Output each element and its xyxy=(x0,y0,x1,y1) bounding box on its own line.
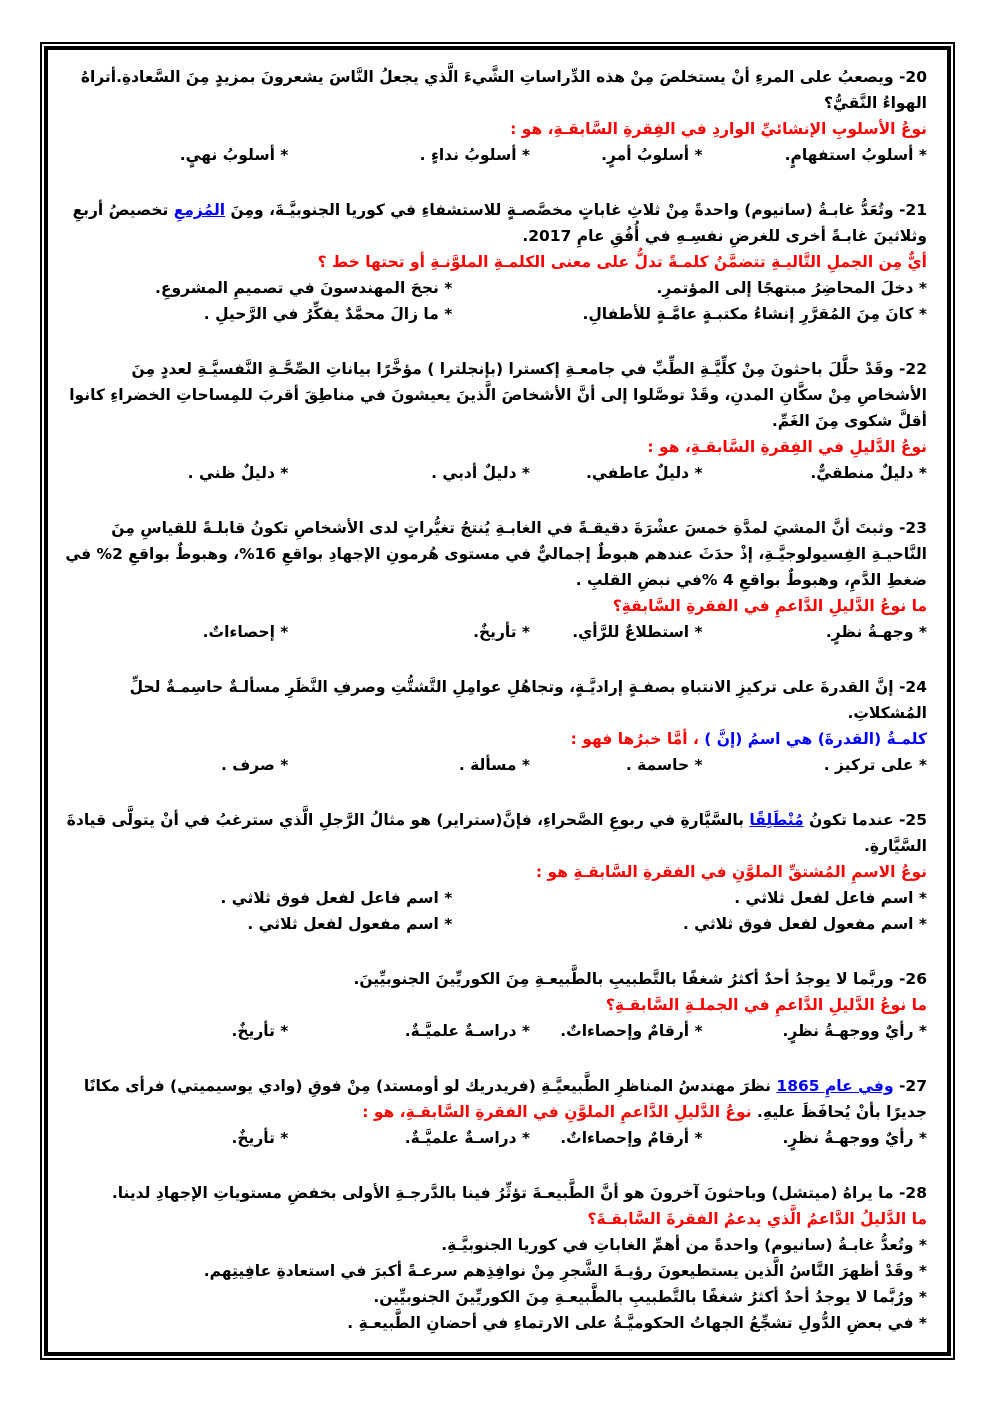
options-row xyxy=(64,460,927,486)
options-grid xyxy=(64,885,927,937)
option: * ورُبَّما لا يوجدُ أحدٌ أكثرُ شغفًا بالتَّطبيبِ بالطَّبيعـةِ مِنَ الكوريِّينَ الجنوبيِّين. xyxy=(373,1288,927,1306)
options-row xyxy=(64,142,927,168)
question-text xyxy=(64,1180,927,1206)
option: * ما زالَ محمَّدٌ يفكِّرُ في الرَّحيلِ . xyxy=(203,305,453,323)
option: * تأريخٌ. xyxy=(473,623,531,641)
option: * أسلوبُ استفهامٍ. xyxy=(784,146,927,164)
question-26 xyxy=(64,966,927,1044)
question-25 xyxy=(64,807,927,937)
question-text xyxy=(64,515,927,593)
prompt-segment: ما نوعُ الدَّليلِ الدَّاعمِ في الفقرةِ السَّابقةِ؟ xyxy=(612,597,927,615)
option: * كانَ مِنَ المُقرَّرِ إنشاءُ مكتبـةٍ عامَّـةٍ للأطفالِ. xyxy=(582,305,927,323)
option: * وقَدْ أظهرَ النَّاسُ الَّذين يستطيعونَ رؤيـةَ الشَّجرِ مِنْ نوافِذِهم سرعـةً أكبرَ في استعادةِ عافِيتِهم. xyxy=(203,1262,927,1280)
question-text xyxy=(64,197,927,249)
options-row xyxy=(64,1125,927,1151)
option: * استطلاعٌ للرَّأي. xyxy=(572,623,703,641)
question-22 xyxy=(64,356,927,486)
option: * نجحَ المهندسونَ في تصميمِ المشروعِ. xyxy=(155,279,453,297)
question-24 xyxy=(64,674,927,778)
option: * تأريخٌ. xyxy=(231,1129,289,1147)
question-text xyxy=(64,674,927,726)
question-text xyxy=(64,966,927,992)
options-row xyxy=(64,1018,927,1044)
option: * أسلوبُ نداءٍ . xyxy=(419,146,531,164)
option: * دخلَ المحاضِرُ مبتهجًا إلى المؤتمرِ. xyxy=(656,279,927,297)
question-21 xyxy=(64,197,927,327)
highlighted-word: المُزمعِ xyxy=(173,201,226,219)
question-prompt xyxy=(64,992,927,1018)
text-segment: 22- وقَدْ حلَّلَ باحثونَ مِنْ كلِّيَّـةِ الطِّبِّ في جامعـةِ إكسترا (بإنجلترا ) مؤخَّرًا بياناتِ الصِّحَّـةِ النَّفسيَّـةِ لعددٍ مِنَ الأشخاصِ مِنْ سكَّانِ المدنِ، وقَدْ توصَّلوا إلى أنَّ الأشخاصَ الَّذينَ يعيشونَ في مناطِقَ أقربَ للمِساحاتِ الخضراءِ كانوا أقلَّ شكوى مِنَ الغَمِّ. xyxy=(69,360,927,430)
prompt-segment: ما الدَّليلُ الدَّاعمُ الَّذي يدعمُ الفقرةَ السَّابقـةَ؟ xyxy=(587,1210,927,1228)
question-prompt xyxy=(64,859,927,885)
text-segment: 24- إنَّ القدرةَ على تركيزِ الانتباهِ بصفـةٍ إراديَّـةٍ، وتجاهُلِ عوامِلِ التَّشتُّتِ وصرفِ النَّظَرِ مسألـةٌ حاسِمـةٌ لحلِّ المُشكلاتِ. xyxy=(129,678,927,722)
question-prompt xyxy=(64,726,927,752)
text-segment: 27- xyxy=(893,1077,927,1095)
prompt-segment: نوعُ الدَّليلِ الدَّاعمِ الملوَّنِ في الفقرةِ السَّابقـةِ، هو : xyxy=(362,1103,752,1121)
options-row xyxy=(64,752,927,778)
option: * إحصاءاتٌ. xyxy=(202,623,289,641)
question-28 xyxy=(64,1180,927,1336)
text-segment: 20- ويصعبُ على المرءِ أنْ يستخلصَ مِنْ هذه الدِّراساتِ الشَّيءَ الَّذي يجعلُ النَّاسَ يشعرونَ بمزيدٍ مِنَ السَّعادةِ.أتراهُ الهواءُ النَّقيُّ؟ xyxy=(80,68,927,112)
option: * صرف . xyxy=(220,756,289,774)
option: * دليلٌ ظني . xyxy=(187,464,289,482)
option: * اسم مفعول لفعل ثلاثي . xyxy=(247,915,453,933)
question-text xyxy=(64,1073,927,1125)
text-segment: نظرَ مهندسُ المناظرِ الطَّبيعيَّـةِ (فريدريك لو أومستد) مِنْ فوقِ (وادي يوسيميتي) فرأى مكانًا جديرًا بأنْ يُحافَظَ عليهِ. xyxy=(83,1077,927,1121)
option: * أرقامٌ وإحصاءاتٌ. xyxy=(560,1129,703,1147)
question-prompt xyxy=(64,249,927,275)
option: * دليلٌ عاطفي. xyxy=(586,464,703,482)
option: * اسم فاعل لفعل ثلاثي . xyxy=(734,889,927,907)
prompt-segment: ما نوعُ الدَّليلِ الدَّاعمِ في الجملـةِ السَّابقـةِ؟ xyxy=(605,996,927,1014)
page-frame xyxy=(40,42,955,1360)
text-segment: بالسَّيَّارةِ في ربوعِ الصَّحراءِ، فإنَّ(ستراير) هو مثالُ الرَّجلِ الَّذي سترغبُ في أنْ يتولَّى قيادةَ السَّيَّارةِ. xyxy=(66,811,927,855)
option: * على تركيز . xyxy=(823,756,927,774)
prompt-segment: ، أمَّا خبرُها فهو : xyxy=(570,730,699,748)
highlighted-word: مُنْطَلِقًا xyxy=(749,811,804,829)
option: * أسلوبُ نهيٍ. xyxy=(179,146,289,164)
question-27 xyxy=(64,1073,927,1151)
options-grid xyxy=(64,275,927,327)
options-row xyxy=(64,619,927,645)
option: * رأيٌ ووجهـةُ نظرٍ. xyxy=(782,1022,927,1040)
option: * وجهـةُ نظرٍ. xyxy=(825,623,927,641)
option: * مسألة . xyxy=(458,756,531,774)
prompt-segment-blue: كلمـةُ (القدرةَ) هي اسمُ (إنَّ ) xyxy=(698,730,927,748)
text-segment: 23- وثبتَ أنَّ المشيَ لمدَّةِ خمسَ عشْرَةَ دقيقـةً في الغابـةِ يُنتجُ تغيُّراتٍ لدى الأشخاصِ تكونُ قابلـةً للقياسِ مِنَ النَّاحيـةِ الفِسيولوجيَّـةِ، إذْ حدَثَ عندهم هبوطٌ إجماليٌّ في مستوى هُرمونِ الإجهادِ بواقعِ 16%، وهبوطٌ بواقعِ 2% في ضغطِ الدَّمِ، وهبوطٌ بواقعِ 4 %في نبضِ القلبِ . xyxy=(65,519,927,589)
option: * اسم مفعول لفعل فوق ثلاثي . xyxy=(682,915,927,933)
text-segment: تخصيصُ أربعِ وثلاثينَ غابـةً أخرى للغرضِ نفسِـهِ في أُفُقِ عامِ 2017. xyxy=(72,201,927,245)
text-segment: 25- عندما تكونُ xyxy=(803,811,927,829)
question-prompt xyxy=(64,116,927,142)
exam-sheet xyxy=(44,46,951,1356)
option: * في بعضِ الدُّولِ تشجِّعُ الجهاتُ الحكوميَّـةُ على الارتماءِ في أحضانِ الطَّبيعـةِ . xyxy=(347,1314,927,1332)
option: * حاسمة . xyxy=(625,756,703,774)
option: * اسم فاعل لفعل فوق ثلاثي . xyxy=(220,889,453,907)
question-text xyxy=(64,356,927,434)
option: * دراسـةٌ علميَّـةٌ. xyxy=(404,1129,531,1147)
question-text xyxy=(64,64,927,116)
option: * تأريخٌ. xyxy=(231,1022,289,1040)
question-prompt xyxy=(64,593,927,619)
text-segment: 21- وتُعَدُّ غابـةُ (سانيوم) واحدةً مِنْ ثلاثِ غاباتٍ مخصَّصـةٍ للاستشفاءِ في كوريا الجنوبيَّـةَ، ومِنَ xyxy=(225,201,927,219)
prompt-segment: نوعُ الاسمِ المُشتقِّ الملوَّنِ في الفقرةِ السَّابقـةِ هو : xyxy=(535,863,927,881)
prompt-segment: نوعُ الأسلوبِ الإنشائيِّ الواردِ في الفِقرةِ السَّابقـةِ، هو : xyxy=(510,120,927,138)
option: * رأيٌ ووجهـةُ نظرٍ. xyxy=(782,1129,927,1147)
prompt-segment: نوعُ الدَّليلِ في الفِقرةِ السَّابقـةِ، هو : xyxy=(647,438,927,456)
highlighted-word: وفي عامِ 1865 xyxy=(776,1077,894,1095)
option: * دليلٌ أدبي . xyxy=(431,464,531,482)
option: * أسلوبُ أمرٍ. xyxy=(601,146,703,164)
option: * دليلٌ منطقيٌّ. xyxy=(810,464,927,482)
option: * أرقامٌ وإحصاءاتٌ. xyxy=(560,1022,703,1040)
option: * وتُعدُّ غابـةُ (سانيوم) واحدةً من أهمِّ الغاباتِ في كوريا الجنوبيَّـةِ. xyxy=(441,1236,927,1254)
text-segment: 28- ما يراهُ (ميتشل) وباحثونَ آخرونَ هو أنَّ الطَّبيعـةَ تؤثِّرُ فينا بالدَّرجـةِ الأولى بخفضِ مستوياتِ الإجهادِ لدينا. xyxy=(111,1184,927,1202)
question-prompt xyxy=(64,434,927,460)
option: * دراسـةٌ علميَّـةٌ. xyxy=(404,1022,531,1040)
question-23 xyxy=(64,515,927,645)
text-segment: 26- وربَّما لا يوجدُ أحدٌ أكثرُ شغفًا بالتَّطبيبِ بالطَّبيعـةِ مِنَ الكوريِّينَ الجنوبيِّينَ. xyxy=(353,970,927,988)
question-text xyxy=(64,807,927,859)
question-20 xyxy=(64,64,927,168)
question-prompt xyxy=(64,1206,927,1232)
prompt-segment: أيٌّ مِن الجملِ التَّاليـةِ تتضمَّنُ كلمـةً تدلُّ على معنى الكلمـةِ الملوَّنـةِ أو تحتها خط ؟ xyxy=(317,253,927,271)
options-list xyxy=(64,1232,927,1336)
